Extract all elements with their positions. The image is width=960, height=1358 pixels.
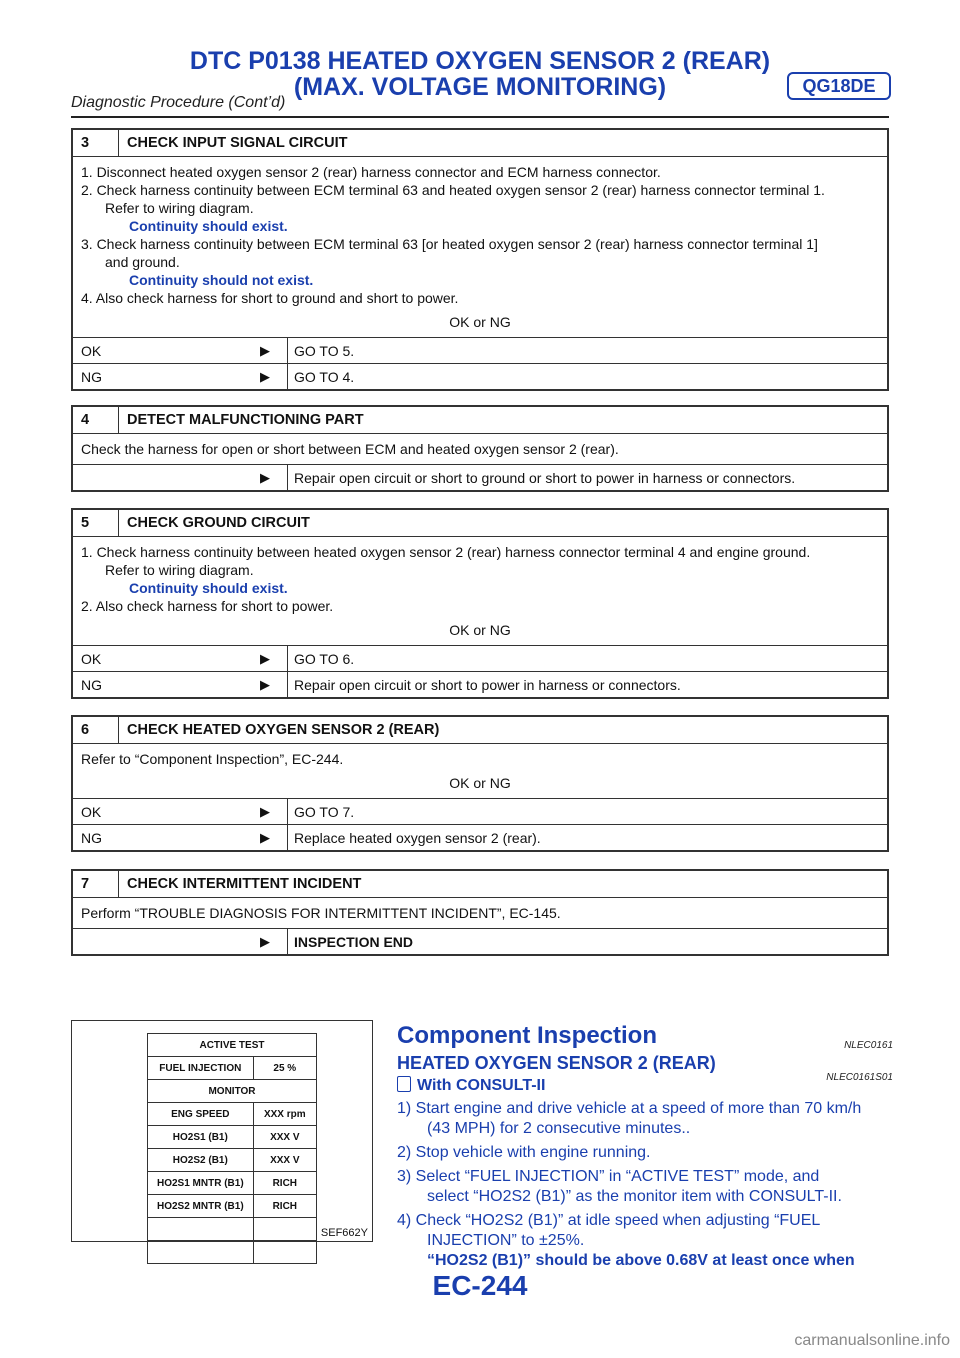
consult-tool-icon xyxy=(397,1076,411,1092)
consult-screen-figure xyxy=(71,1020,373,1242)
result-action: INSPECTION END xyxy=(294,933,414,950)
result-label: NG xyxy=(81,368,102,385)
result-action: GO TO 5. xyxy=(294,342,355,359)
step-5-header xyxy=(73,510,887,536)
step-3-body xyxy=(73,156,887,337)
result-row-ok xyxy=(73,798,887,824)
step-title: CHECK INTERMITTENT INCIDENT xyxy=(127,876,362,892)
arrow-right-icon: ▶ xyxy=(260,829,270,845)
step-title: DETECT MALFUNCTIONING PART xyxy=(127,412,364,428)
table-cell: HO2S1 MNTR (B1) xyxy=(148,1172,254,1195)
step-number: 6 xyxy=(73,717,119,743)
procedure-spec: “HO2S2 (B1)” should be above 0.68V at least once when xyxy=(427,1252,855,1269)
procedure-step: 3) Select “FUEL INJECTION” in “ACTIVE TEST” mode, and xyxy=(397,1168,820,1185)
result-label: OK xyxy=(81,803,102,820)
table-heading: MONITOR xyxy=(148,1080,317,1103)
section-heading: Component Inspection xyxy=(397,1022,657,1049)
instruction-line: 1. Disconnect heated oxygen sensor 2 (rear) harness connector and ECM harness connector. xyxy=(81,164,661,180)
section-subheading: HEATED OXYGEN SENSOR 2 (REAR) xyxy=(397,1053,716,1073)
result-action: GO TO 6. xyxy=(294,650,355,667)
arrow-right-icon: ▶ xyxy=(260,469,270,485)
table-cell: 25 % xyxy=(253,1057,316,1080)
table-cell: RICH xyxy=(253,1195,316,1218)
page-title-line2: (MAX. VOLTAGE MONITORING) xyxy=(293,73,667,101)
instruction-line: Refer to wiring diagram. xyxy=(105,562,254,578)
table-cell: ENG SPEED xyxy=(148,1103,254,1126)
table-cell: RICH xyxy=(253,1172,316,1195)
step-5-body xyxy=(73,536,887,645)
step-number: 5 xyxy=(73,510,119,536)
result-action: GO TO 7. xyxy=(294,803,355,820)
procedure-step: select “HO2S2 (B1)” as the monitor item with CONSULT-II. xyxy=(427,1188,842,1205)
instruction-line: Refer to wiring diagram. xyxy=(105,200,254,216)
table-cell xyxy=(253,1241,316,1264)
procedure-step: (43 MPH) for 2 consecutive minutes.. xyxy=(427,1120,691,1137)
spec-line: Continuity should exist. xyxy=(129,218,288,234)
arrow-right-icon: ▶ xyxy=(260,676,270,692)
table-cell: XXX V xyxy=(253,1149,316,1172)
spec-line: Continuity should not exist. xyxy=(129,272,314,288)
component-inspection xyxy=(397,1022,893,1271)
ok-or-ng-label: OK or NG xyxy=(449,314,511,330)
table-cell xyxy=(148,1241,254,1264)
step-4-body xyxy=(73,433,887,464)
figure-tag: SEF662Y xyxy=(320,1227,368,1239)
step-title: CHECK GROUND CIRCUIT xyxy=(127,515,310,531)
step-title: CHECK HEATED OXYGEN SENSOR 2 (REAR) xyxy=(127,722,440,738)
arrow-right-icon: ▶ xyxy=(260,933,270,949)
result-label: OK xyxy=(81,650,102,667)
table-cell: HO2S1 (B1) xyxy=(148,1126,254,1149)
section-ref: NLEC0161S01 xyxy=(826,1072,893,1083)
table-cell xyxy=(148,1218,254,1241)
arrow-right-icon: ▶ xyxy=(260,803,270,819)
table-cell: HO2S2 MNTR (B1) xyxy=(148,1195,254,1218)
step-title: CHECK INPUT SIGNAL CIRCUIT xyxy=(127,135,348,151)
step-3-header xyxy=(73,130,887,156)
ok-or-ng-label: OK or NG xyxy=(449,775,511,791)
instruction-line: 3. Check harness continuity between ECM terminal 63 [or heated oxygen sensor 2 (rear) harness connector terminal 1] xyxy=(81,236,818,252)
section-ref: NLEC0161 xyxy=(844,1040,893,1051)
table-cell: XXX V xyxy=(253,1126,316,1149)
step-7-box xyxy=(71,869,889,956)
page-title-line1: DTC P0138 HEATED OXYGEN SENSOR 2 (REAR) xyxy=(189,47,771,75)
step-4-header xyxy=(73,407,887,433)
page-subtitle: Diagnostic Procedure (Cont’d) xyxy=(71,94,286,111)
procedure-step: 2) Stop vehicle with engine running. xyxy=(397,1144,651,1161)
procedure-step: 1) Start engine and drive vehicle at a speed of more than 70 km/h xyxy=(397,1100,862,1117)
step-7-body xyxy=(73,897,887,928)
table-cell: HO2S2 (B1) xyxy=(148,1149,254,1172)
result-row-ok xyxy=(73,337,887,363)
result-label: NG xyxy=(81,676,102,693)
instruction-line: Check the harness for open or short between ECM and heated oxygen sensor 2 (rear). xyxy=(81,441,619,457)
table-cell xyxy=(253,1218,316,1241)
spec-line: Continuity should exist. xyxy=(129,580,288,596)
step-number: 3 xyxy=(73,130,119,156)
result-row-ng xyxy=(73,824,887,850)
step-number: 7 xyxy=(73,871,119,897)
result-row xyxy=(73,928,887,954)
instruction-line: 2. Check harness continuity between ECM terminal 63 and heated oxygen sensor 2 (rear) harness connector terminal 1. xyxy=(81,182,825,198)
table-cell: FUEL INJECTION xyxy=(148,1057,254,1080)
step-6-header xyxy=(73,717,887,743)
result-row xyxy=(73,464,887,490)
consult-label: With CONSULT-II xyxy=(417,1077,546,1094)
instruction-line: 2. Also check harness for short to power. xyxy=(81,598,334,614)
instruction-line: Refer to “Component Inspection”, EC-244. xyxy=(81,751,344,767)
ok-or-ng-label: OK or NG xyxy=(449,622,511,638)
step-7-header xyxy=(73,871,887,897)
result-row-ng xyxy=(73,363,887,389)
active-test-table xyxy=(147,1033,317,1264)
result-action: Replace heated oxygen sensor 2 (rear). xyxy=(294,829,541,846)
instruction-line: 4. Also check harness for short to ground and short to power. xyxy=(81,290,459,306)
step-number: 4 xyxy=(73,407,119,433)
step-6-box xyxy=(71,715,889,852)
result-label: OK xyxy=(81,342,102,359)
table-heading: ACTIVE TEST xyxy=(148,1034,317,1057)
procedure-step: 4) Check “HO2S2 (B1)” at idle speed when adjusting “FUEL xyxy=(397,1212,821,1229)
instruction-line: 1. Check harness continuity between heated oxygen sensor 2 (rear) harness connector terminal 4 and engine ground. xyxy=(81,544,811,560)
procedure-step: INJECTION” to ±25%. xyxy=(427,1232,585,1249)
result-row-ok xyxy=(73,645,887,671)
result-row-ng xyxy=(73,671,887,697)
arrow-right-icon: ▶ xyxy=(260,368,270,384)
arrow-right-icon: ▶ xyxy=(260,650,270,666)
footer-watermark: carmanualsonline.info xyxy=(794,1332,950,1349)
instruction-line: Perform “TROUBLE DIAGNOSIS FOR INTERMITTENT INCIDENT”, EC-145. xyxy=(81,905,561,921)
result-action: GO TO 4. xyxy=(294,368,355,385)
step-4-box xyxy=(71,405,889,492)
arrow-right-icon: ▶ xyxy=(260,342,270,358)
page-number: EC-244 xyxy=(432,1270,528,1301)
step-5-box xyxy=(71,508,889,699)
result-action: Repair open circuit or short to ground or short to power in harness or connectors. xyxy=(294,469,796,486)
step-6-body xyxy=(73,743,887,798)
consult-line xyxy=(397,1076,893,1095)
engine-code-badge: QG18DE xyxy=(787,72,891,100)
step-3-box xyxy=(71,128,889,391)
header-divider xyxy=(71,116,889,118)
instruction-line: and ground. xyxy=(105,254,180,270)
result-label: NG xyxy=(81,829,102,846)
table-cell: XXX rpm xyxy=(253,1103,316,1126)
result-action: Repair open circuit or short to power in harness or connectors. xyxy=(294,676,681,693)
